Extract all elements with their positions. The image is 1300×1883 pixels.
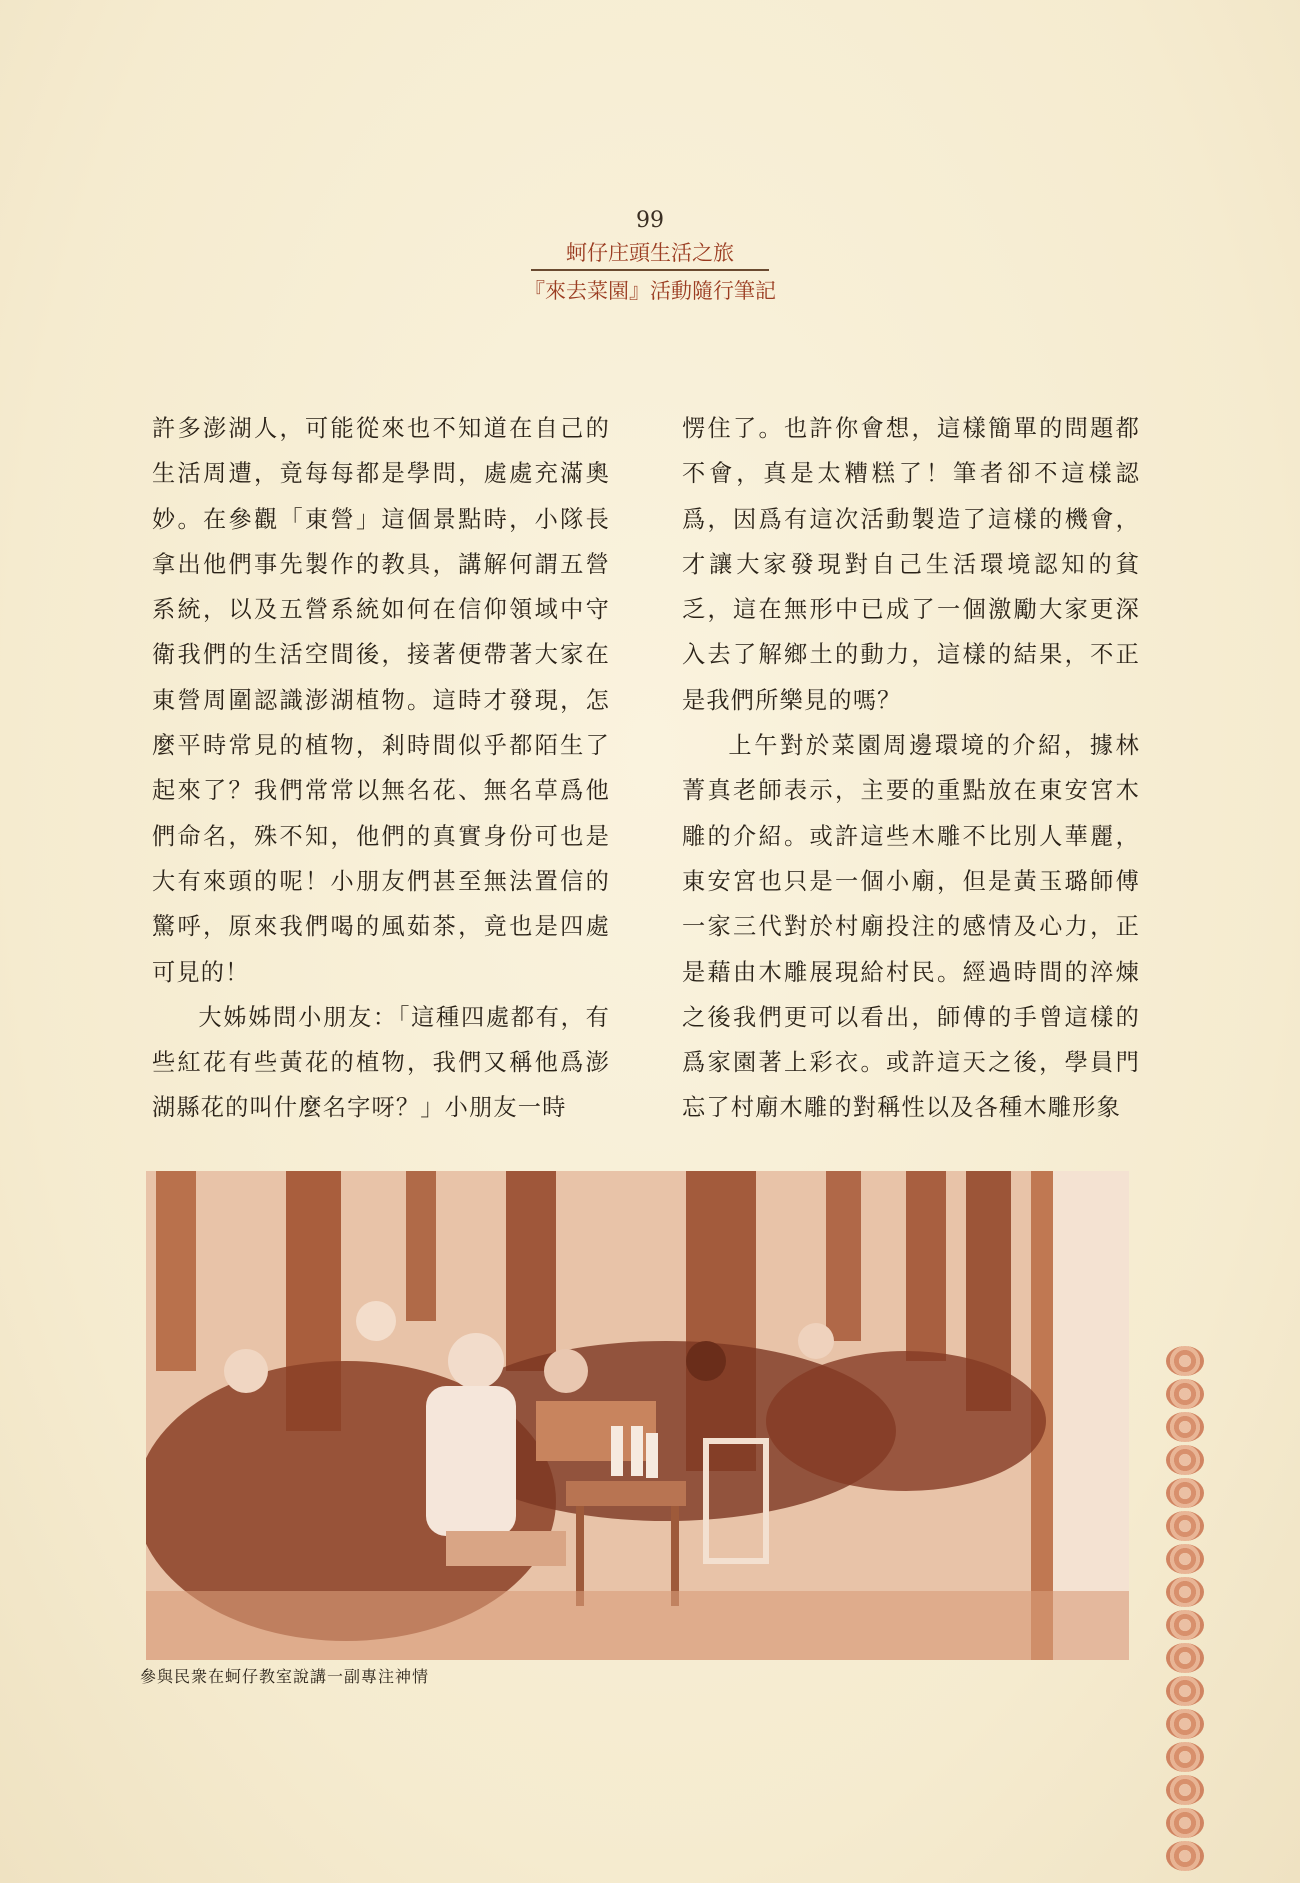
ornament-icon [1166, 1742, 1204, 1772]
ornament-icon [1166, 1412, 1204, 1442]
header-rule [531, 269, 769, 271]
ornament-icon [1166, 1610, 1204, 1640]
photo-caption: 參與民衆在蚵仔教室說講一副專注神情 [140, 1667, 430, 1686]
ornament-icon [1166, 1379, 1204, 1409]
ornament-icon [1166, 1445, 1204, 1475]
ornament-icon [1166, 1346, 1204, 1376]
ornament-icon [1166, 1544, 1204, 1574]
ornament-icon [1166, 1808, 1204, 1838]
ornament-icon [1166, 1643, 1204, 1673]
left-text-column [152, 406, 610, 1131]
ornament-icon [1166, 1841, 1204, 1871]
page-number: 99 [636, 208, 664, 233]
right-paragraph-1: 愣住了。也許你會想，這樣簡單的問題都不會，真是太糟糕了！筆者卻不這樣認爲，因爲有這次活動製造了這樣的機會，才讓大家發現對自己生活環境認知的貧乏，這在無形中已成了一個激勵大家更深入去了解鄉土的動力，這樣的結果，不正是我們所樂見的嗎？ [682, 415, 1140, 714]
running-header [0, 208, 1300, 305]
photo-illustration [146, 1171, 1129, 1660]
left-paragraph-2: 大姊姊問小朋友：「這種四處都有，有些紅花有些黃花的植物，我們又稱他爲澎湖縣花的叫什麼名字呀？」小朋友一時 [152, 1003, 610, 1122]
left-paragraph-1: 許多澎湖人，可能從來也不知道在自己的生活周遭，竟每每都是學問，處處充滿奧妙。在參觀「東營」這個景點時，小隊長拿出他們事先製作的教具，講解何謂五營系統，以及五營系統如何在信仰領域中守衛我們的生活空間後，接著便帶著大家在東營周圍認識澎湖植物。這時才發現，怎麼平時常見的植物，剎時間似乎都陌生了起來了？我們常常以無名花、無名草爲他們命名，殊不知，他們的真實身份可也是大有來頭的呢！小朋友們甚至無法置信的驚呼，原來我們喝的風茹茶，竟也是四處可見的！ [152, 415, 610, 986]
ornament-icon [1166, 1577, 1204, 1607]
ornament-icon [1166, 1511, 1204, 1541]
ornament-icon [1166, 1478, 1204, 1508]
event-photo [146, 1171, 1129, 1660]
right-text-column [682, 406, 1140, 1131]
series-title: 蚵仔庄頭生活之旅 [566, 241, 734, 265]
ornament-icon [1166, 1676, 1204, 1706]
ornament-icon [1166, 1775, 1204, 1805]
ornament-icon [1166, 1709, 1204, 1739]
decorative-ornament-strip [1166, 1346, 1208, 1874]
article-title: 『來去菜園』活動隨行筆記 [524, 279, 776, 303]
right-paragraph-2: 上午對於菜園周邊環境的介紹，據林菁真老師表示，主要的重點放在東安宮木雕的介紹。或許這些木雕不比別人華麗，東安宮也只是一個小廟，但是黃玉璐師傅一家三代對於村廟投注的感情及心力，正是藉由木雕展現給村民。經過時間的淬煉之後我們更可以看出，師傅的手曾這樣的爲家園著上彩衣。或許這天之後，學員門忘了村廟木雕的對稱性以及各種木雕形象 [682, 732, 1140, 1122]
